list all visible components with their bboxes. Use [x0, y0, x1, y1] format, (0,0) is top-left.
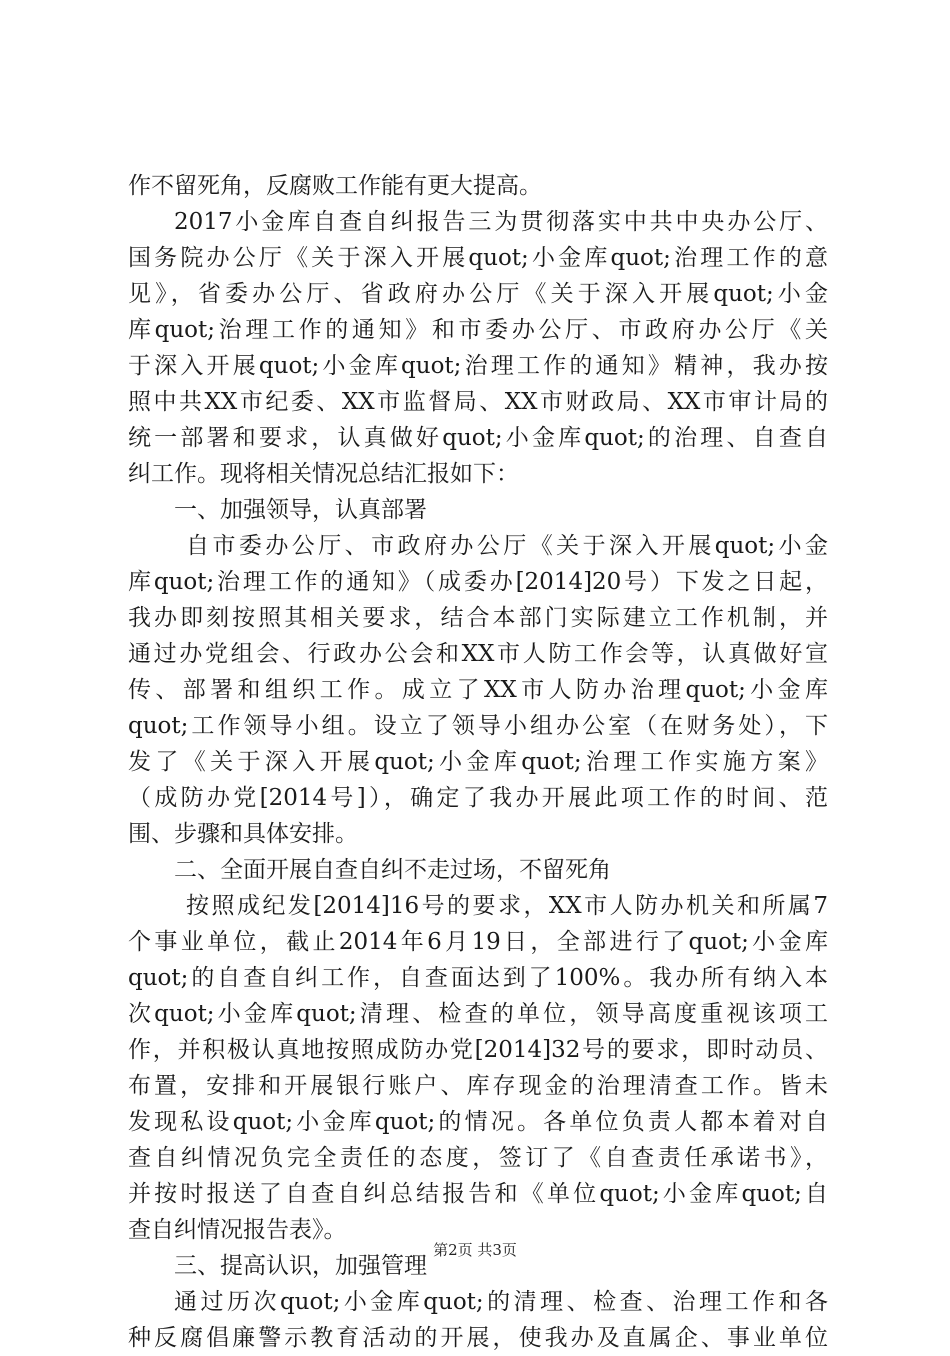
text-line: 二、全面开展自查自纠不走过场，不留死角 — [174, 857, 611, 883]
text-line: 照中共XX市纪委、XX市监督局、XX市财政局、XX市审计局的 — [128, 389, 828, 415]
text-line: 2017小金库自查自纠报告三为贯彻落实中共中央办公厅、 — [174, 209, 828, 235]
text-line: 种反腐倡廉警示教育活动的开展，使我办及直属企、事业单位 — [128, 1325, 828, 1351]
text-line: 作不留死角，反腐败工作能有更大提高。 — [128, 173, 542, 199]
text-line: quot;工作领导小组。设立了领导小组办公室（在财务处），下 — [128, 713, 828, 739]
text-line: 次quot;小金库quot;清理、检查的单位，领导高度重视该项工 — [128, 1001, 828, 1027]
document-body — [128, 168, 828, 1356]
text-line: 围、步骤和具体安排。 — [128, 821, 358, 847]
text-line: 通过历次quot;小金库quot;的清理、检查、治理工作和各 — [174, 1289, 828, 1315]
text-line: 见》，省委办公厅、省政府办公厅《关于深入开展quot;小金 — [128, 281, 828, 307]
text-line: 传、部署和组织工作。成立了XX市人防办治理quot;小金库 — [128, 677, 828, 703]
text-line: 按照成纪发[2014]16号的要求，XX市人防办机关和所属7 — [186, 893, 828, 919]
text-line: 作，并积极认真地按照成防办党[2014]32号的要求，即时动员、 — [128, 1037, 828, 1063]
text-line: 纠工作。现将相关情况总结汇报如下： — [128, 461, 519, 487]
text-line: 查自纠情况负完全责任的态度，签订了《自查责任承诺书》， — [128, 1145, 828, 1171]
text-line: 通过办党组会、行政办公会和XX市人防工作会等，认真做好宣 — [128, 641, 828, 667]
text-line: 统一部署和要求，认真做好quot;小金库quot;的治理、自查自 — [128, 425, 828, 451]
text-line: 发现私设quot;小金库quot;的情况。各单位负责人都本着对自 — [128, 1109, 828, 1135]
text-line: 国务院办公厅《关于深入开展quot;小金库quot;治理工作的意 — [128, 245, 828, 271]
text-line: 库quot;治理工作的通知》（成委办[2014]20号）下发之日起， — [128, 569, 828, 595]
text-line: 并按时报送了自查自纠总结报告和《单位quot;小金库quot;自 — [128, 1181, 828, 1207]
text-line: 库quot;治理工作的通知》和市委办公厅、市政府办公厅《关 — [128, 317, 828, 343]
text-line: 三、提高认识，加强管理 — [174, 1253, 427, 1279]
text-line: quot;的自查自纠工作，自查面达到了100%。我办所有纳入本 — [128, 965, 828, 991]
text-line: 自市委办公厅、市政府办公厅《关于深入开展quot;小金 — [186, 533, 828, 559]
text-line: 个事业单位，截止2014年6月19日，全部进行了quot;小金库 — [128, 929, 828, 955]
text-line: 布置，安排和开展银行账户、库存现金的治理清查工作。皆未 — [128, 1073, 828, 1099]
text-line: 于深入开展quot;小金库quot;治理工作的通知》精神，我办按 — [128, 353, 828, 379]
text-line: （成防办党[2014号]），确定了我办开展此项工作的时间、范 — [128, 785, 828, 811]
text-line: 发了《关于深入开展quot;小金库quot;治理工作实施方案》 — [128, 749, 828, 775]
text-line: 我办即刻按照其相关要求，结合本部门实际建立工作机制，并 — [128, 605, 828, 631]
text-line: 一、加强领导，认真部署 — [174, 497, 427, 523]
page-footer: 第2页 共3页 — [433, 1241, 517, 1259]
text-line: 查自纠情况报告表》。 — [128, 1217, 347, 1243]
